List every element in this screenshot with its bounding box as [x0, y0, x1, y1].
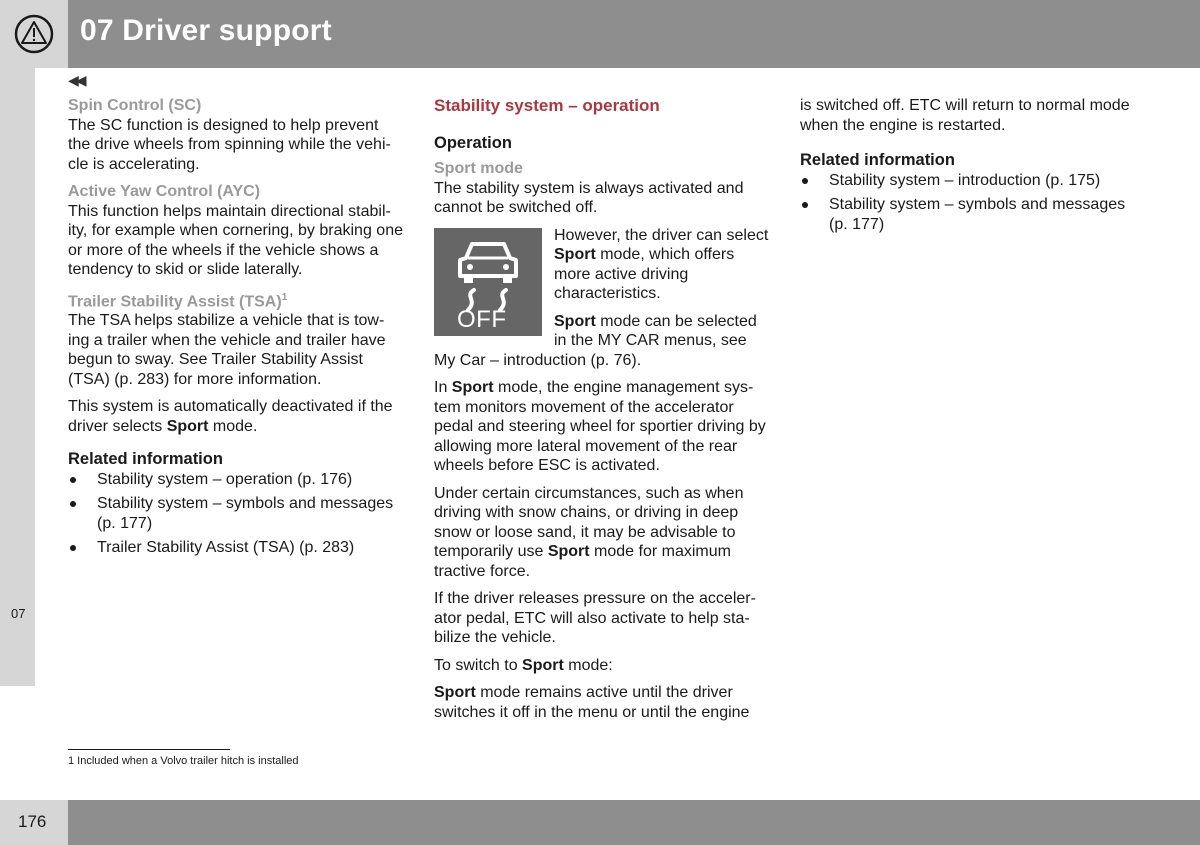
p2-c: mode for maximum tractive force. — [434, 543, 731, 580]
p5-bold: Sport — [434, 684, 476, 701]
page-header — [0, 0, 1200, 68]
side-text-1c: mode, which offers more active driving characteristics. — [554, 246, 735, 302]
paragraph-3: If the driver releases pressure on the acceler-ator pedal, ETC will also activate to help sta-bilize the vehicle. — [434, 590, 756, 646]
side-text-2-bold: Sport — [554, 312, 596, 330]
column-1 — [68, 96, 404, 563]
section-title: Stability system – operation — [434, 96, 660, 115]
ayc-text: This function helps maintain directional stabil-ity, for example when cornering, by braking one or more of the wheels if the vehicle shows a tendency to skid or slide laterally. — [68, 202, 403, 278]
related-info-list-2 — [800, 171, 1136, 235]
footnote-marker: 1 — [281, 291, 288, 303]
page-footer — [0, 800, 1200, 845]
sc-text: The SC function is designed to help prevent the drive wheels from spinning while the vehi-cle is accelerating. — [68, 116, 391, 173]
related-info-heading-2: Related information — [800, 151, 955, 169]
related-link[interactable]: Stability system – operation (p. 176) — [68, 470, 404, 490]
tsa-heading-text: Trailer Stability Assist (TSA) — [68, 292, 282, 310]
chapter-tab — [0, 68, 35, 686]
paragraph-2 — [434, 484, 770, 582]
related-link[interactable]: Stability system – symbols and messages (p. 177) — [68, 494, 404, 533]
icon-block — [434, 226, 770, 351]
p1-a: In — [434, 379, 452, 396]
paragraph-5 — [434, 683, 770, 722]
paragraph-4 — [434, 656, 770, 676]
deactivation-text — [68, 397, 404, 436]
icon-side-text — [554, 226, 770, 351]
tsa-heading — [68, 288, 404, 312]
p2-bold: Sport — [547, 543, 590, 560]
paragraph-1 — [434, 378, 770, 476]
column-2 — [434, 96, 770, 722]
sc-heading: Spin Control (SC) — [68, 97, 202, 114]
side-text-1-bold: Sport — [554, 246, 596, 263]
sport-mode-heading: Sport mode — [434, 160, 523, 177]
warning-icon-box — [0, 0, 68, 68]
p4-c: mode: — [563, 656, 613, 674]
p5-b: mode remains active until the driver switches it off in the menu or until the engine — [434, 684, 750, 721]
related-info-list — [68, 470, 404, 558]
side-text-1a: However, the driver can select — [554, 226, 769, 244]
tsa-text: The TSA helps stabilize a vehicle that is tow-ing a trailer when the vehicle and trailer have begun to sway. See Trailer Stability Assist (TSA) (p. 283) for more information. — [68, 312, 386, 388]
intro-text: The stability system is always activated and cannot be switched off. — [434, 179, 744, 216]
operation-heading: Operation — [434, 133, 512, 152]
side-text-1 — [554, 226, 770, 304]
back-arrows-icon[interactable]: ◀◀ — [68, 72, 84, 88]
footnote: 1 Included when a Volvo trailer hitch is installed — [68, 755, 299, 767]
page-number-box — [0, 800, 68, 845]
deactivation-text-c: mode. — [208, 417, 258, 435]
page-title: 07 Driver support — [80, 14, 332, 47]
side-text-2b: mode can be selected in the MY CAR menus, see — [554, 312, 757, 349]
side-text-2 — [554, 312, 770, 351]
deactivation-text-bold: Sport — [166, 417, 209, 435]
p1-c: mode, the engine management sys-tem monitors movement of the accelerator pedal and steering wheel for sportier driving by allowing more lateral movement of the rear wheels before ESC is activated. — [434, 379, 766, 474]
p4-a: To switch to — [434, 656, 523, 674]
related-link[interactable]: Trailer Stability Assist (TSA) (p. 283) — [68, 538, 404, 558]
p1-bold: Sport — [451, 379, 494, 396]
related-link[interactable]: Stability system – introduction (p. 175) — [800, 171, 1136, 191]
ayc-heading: Active Yaw Control (AYC) — [68, 183, 261, 200]
esc-off-icon — [434, 228, 542, 336]
related-info-heading: Related information — [68, 450, 223, 469]
warning-icon — [13, 14, 55, 54]
continuation-text: is switched off. ETC will return to normal mode when the engine is restarted. — [800, 97, 1130, 134]
p4-bold: Sport — [522, 656, 564, 674]
footnote-divider — [68, 749, 230, 750]
related-link[interactable]: Stability system – symbols and messages (p. 177) — [800, 195, 1136, 234]
side-text-continuation: My Car – introduction (p. 76). — [434, 351, 642, 369]
deactivation-text-a: This system is automatically deactivated if the driver selects — [68, 398, 393, 435]
chapter-tab-number: 07 — [11, 606, 26, 621]
off-label: OFF — [457, 305, 507, 333]
p2-a: Under certain circumstances, such as when driving with snow chains, or driving in deep snow or loose sand, it may be advisable to temporarily use — [434, 484, 744, 560]
page-number: 176 — [18, 812, 47, 831]
column-3 — [800, 96, 1136, 239]
